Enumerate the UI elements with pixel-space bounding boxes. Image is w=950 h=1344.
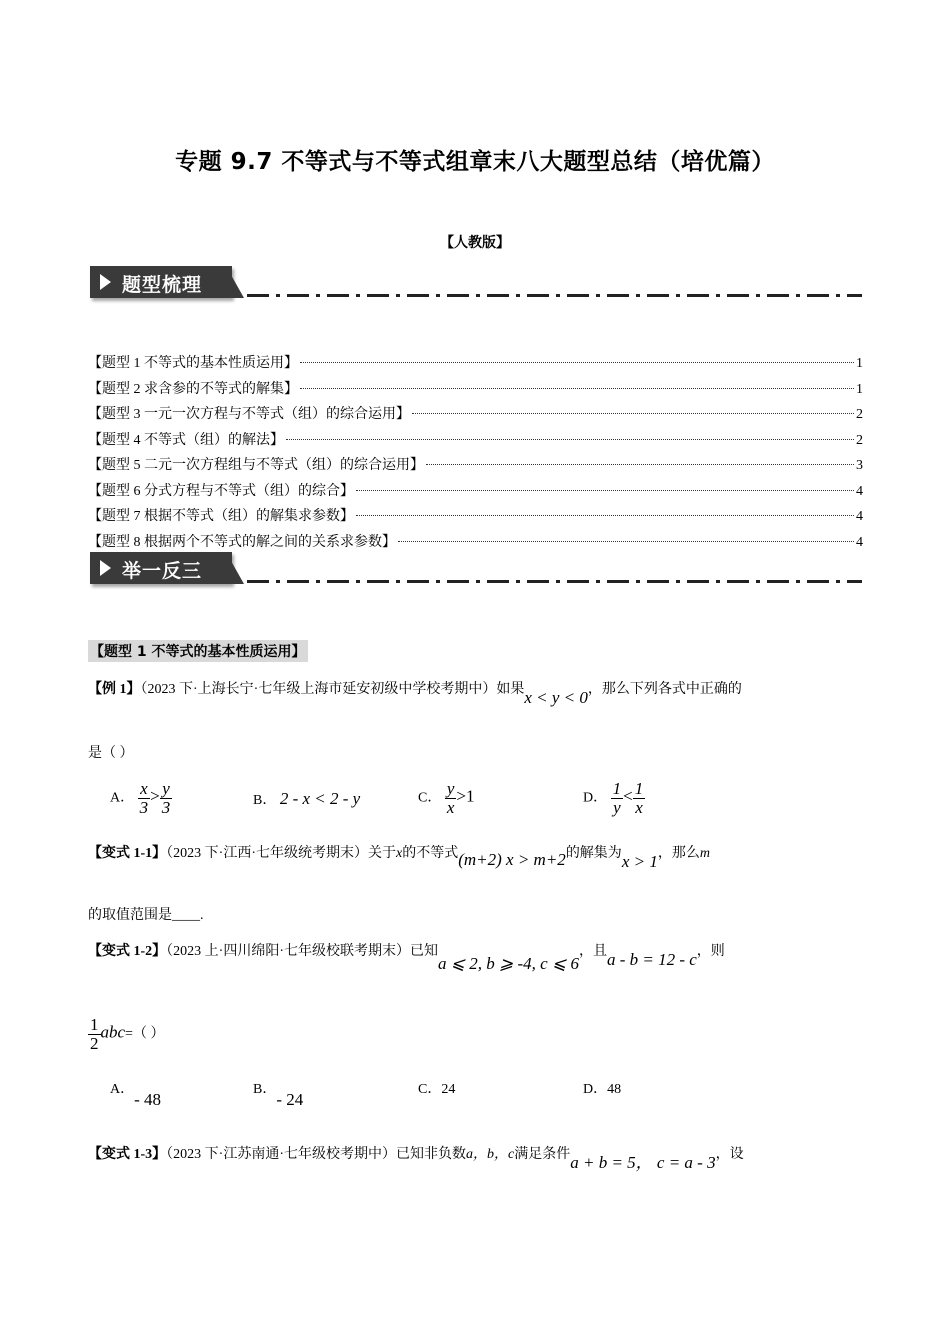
option-a[interactable]: A． $\frac{x}{3}$ > $\frac{y}{3}$ <box>110 779 171 817</box>
section-banner-practice <box>90 552 245 584</box>
toc-page-number: 2 <box>856 432 863 448</box>
leader-dots <box>300 362 854 363</box>
answer-blank[interactable]: ____ <box>172 908 200 923</box>
option-b[interactable]: B． 2 - x < 2 - y <box>253 789 361 808</box>
table-of-contents <box>88 352 863 556</box>
toc-item[interactable]: 【题型 7 根据不等式（组）的解集求参数】 4 <box>88 509 863 524</box>
toc-page-number: 2 <box>856 407 863 422</box>
dash-dot-divider <box>247 580 862 583</box>
variant-1-2-line: 【变式 1-2】（2023 上·四川绵阳·七年级校联考期末）已知a ⩽ 2, b ⩾ -4, c ⩽ 6，且a - b = 12 - c，则 <box>88 944 725 973</box>
math-solution: x > 1 <box>621 852 658 871</box>
banner-label: 举一反三 <box>122 560 203 582</box>
toc-item[interactable]: 【题型 4 不等式（组）的解法】 2 <box>88 432 863 448</box>
toc-page-number: 4 <box>856 509 863 524</box>
play-triangle-icon <box>100 274 111 290</box>
toc-item[interactable]: 【题型 1 不等式的基本性质运用】 1 <box>88 356 863 371</box>
toc-page-number: 4 <box>856 534 863 550</box>
toc-item[interactable]: 【题型 6 分式方程与不等式（组）的综合】 4 <box>88 483 863 499</box>
play-triangle-icon <box>100 560 111 576</box>
leader-dots <box>412 413 854 414</box>
section-tag: 【题型 1 不等式的基本性质运用】 <box>88 640 308 662</box>
page-title: 专题 9.7 不等式与不等式组章末八大题型总结（培优篇） <box>175 149 775 175</box>
math-condition: a ⩽ 2, b ⩾ -4, c ⩽ 6 <box>438 954 579 973</box>
example-label: 【例 1】 <box>88 682 141 697</box>
leader-dots <box>398 541 854 542</box>
option-b[interactable]: B．- 24 <box>253 1082 304 1109</box>
variant-1-2-cont: $\frac{1}{2}$ abc=（ ） <box>90 1015 165 1053</box>
banner-label: 题型梳理 <box>122 274 203 296</box>
toc-item[interactable]: 【题型 8 根据两个不等式的解之间的关系求参数】 4 <box>88 534 863 550</box>
toc-item[interactable]: 【题型 3 一元一次方程与不等式（组）的综合运用】 2 <box>88 407 863 422</box>
leader-dots <box>300 388 854 389</box>
example-1-cont: 是（ ） <box>88 746 134 761</box>
option-a[interactable]: A．- 48 <box>110 1082 162 1109</box>
toc-page-number: 1 <box>856 381 863 397</box>
example-1-line: 【例 1】（2023 下·上海长宁·七年级上海市延安初级中学校考期中）如果x < y < 0，那么下列各式中正确的 <box>88 682 742 707</box>
math-condition: a - b = 12 - c <box>606 950 697 969</box>
option-c[interactable]: C． $\frac{y}{x}$ >1 <box>418 779 475 817</box>
leader-dots <box>286 439 854 440</box>
leader-dots <box>426 464 854 465</box>
toc-page-number: 1 <box>856 356 863 371</box>
section-banner-toc <box>90 266 245 298</box>
variant-1-3-line: 【变式 1-3】（2023 下·江苏南通·七年级校考期中）已知非负数a，b，c满足条件a + b = 5， c = a - 3，设 <box>88 1147 744 1172</box>
edition-label: 【人教版】 <box>440 235 510 251</box>
toc-item[interactable]: 【题型 2 求含参的不等式的解集】 1 <box>88 381 863 397</box>
example-source: （2023 下·上海长宁·七年级上海市延安初级中学校考期中）如果 <box>140 682 525 697</box>
toc-page-number: 4 <box>856 483 863 499</box>
leader-dots <box>356 515 854 516</box>
variant-1-1-cont: 的取值范围是____. <box>88 908 204 923</box>
toc-item[interactable]: 【题型 5 二元一次方程组与不等式（组）的综合运用】 3 <box>88 458 863 473</box>
option-d[interactable]: D．48 <box>583 1082 622 1097</box>
leader-dots <box>356 490 854 491</box>
variant-1-1-line: 【变式 1-1】（2023 下·江西·七年级统考期末）关于x的不等式(m+2) x > m+2的解集为x > 1，那么m <box>88 846 710 871</box>
math-condition: x < y < 0 <box>524 688 588 707</box>
toc-page-number: 3 <box>856 458 863 473</box>
option-c[interactable]: C．24 <box>418 1082 456 1097</box>
option-d[interactable]: D． $\frac{1}{y}$ < $\frac{1}{x}$ <box>583 779 644 817</box>
math-inequality: (m+2) x > m+2 <box>458 850 566 869</box>
dash-dot-divider <box>247 294 862 297</box>
math-condition: a + b = 5， c = a - 3 <box>570 1153 716 1172</box>
